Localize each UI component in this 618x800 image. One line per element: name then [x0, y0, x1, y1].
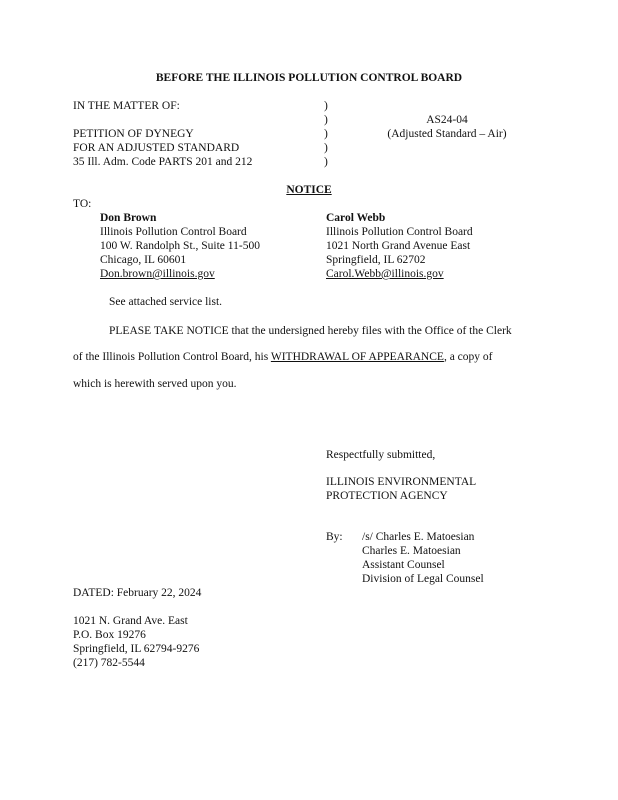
- agency-block: [326, 475, 476, 503]
- notice-heading: NOTICE: [286, 184, 332, 196]
- signer-division: Division of Legal Counsel: [362, 573, 484, 585]
- document-title: BEFORE THE ILLINOIS POLLUTION CONTROL BOARD: [155, 72, 463, 84]
- recipient-city: Chicago, IL 60601: [100, 254, 187, 266]
- to-label: TO:: [73, 198, 92, 210]
- case-info: [382, 113, 512, 141]
- case-number: AS24-04: [426, 114, 468, 126]
- caption-line: 35 Ill. Adm. Code PARTS 201 and 212: [73, 156, 253, 168]
- address-line: P.O. Box 19276: [73, 629, 146, 641]
- recipient-address: 100 W. Randolph St., Suite 11-500: [100, 240, 260, 252]
- caption-line: FOR AN ADJUSTED STANDARD: [73, 142, 240, 154]
- electronic-signature: /s/ Charles E. Matoesian: [362, 531, 475, 543]
- signer-name: Charles E. Matoesian: [362, 545, 461, 557]
- caption-line: IN THE MATTER OF:: [73, 100, 180, 112]
- caption-line: PETITION OF DYNEGY: [73, 128, 194, 140]
- recipient-org: Illinois Pollution Control Board: [100, 226, 247, 238]
- recipient-address: 1021 North Grand Avenue East: [326, 240, 471, 252]
- notice-body-line: which is herewith served upon you.: [73, 378, 237, 390]
- caption-paren: ): [324, 128, 328, 140]
- dated-line: DATED: February 22, 2024: [73, 587, 202, 599]
- agency-name: PROTECTION AGENCY: [326, 490, 448, 502]
- recipient-block: [326, 211, 473, 281]
- caption-paren: ): [324, 142, 328, 154]
- notice-body-line: [73, 350, 492, 364]
- recipient-name: Don Brown: [100, 212, 157, 224]
- recipient-name: Carol Webb: [326, 212, 386, 224]
- phone-line: (217) 782-5544: [73, 657, 145, 669]
- by-label: By:: [326, 531, 343, 543]
- signer-title: Assistant Counsel: [362, 559, 445, 571]
- withdrawal-of-appearance: WITHDRAWAL OF APPEARANCE: [270, 351, 444, 363]
- signature-block: [362, 530, 484, 586]
- caption-paren: ): [324, 156, 328, 168]
- case-type: (Adjusted Standard – Air): [387, 128, 507, 140]
- caption-parens: [324, 99, 328, 169]
- notice-body-line: PLEASE TAKE NOTICE that the undersigned hereby files with the Office of the Clerk: [109, 325, 512, 337]
- body-text: , a copy of: [443, 351, 493, 363]
- address-line: 1021 N. Grand Ave. East: [73, 615, 188, 627]
- closing: Respectfully submitted,: [326, 449, 436, 461]
- agency-name: ILLINOIS ENVIRONMENTAL: [326, 476, 477, 488]
- service-note: See attached service list.: [109, 296, 223, 308]
- recipient-email-link[interactable]: Don.brown@illinois.gov: [100, 268, 215, 280]
- caption-paren: ): [324, 100, 328, 112]
- footer-address: [73, 614, 199, 670]
- address-line: Springfield, IL 62794-9276: [73, 643, 200, 655]
- caption-line: [73, 113, 252, 127]
- recipient-block: [100, 211, 260, 281]
- recipient-city: Springfield, IL 62702: [326, 254, 426, 266]
- recipient-email-link[interactable]: Carol.Webb@illinois.gov: [326, 268, 444, 280]
- body-text: of the Illinois Pollution Control Board, his: [73, 351, 271, 363]
- recipient-org: Illinois Pollution Control Board: [326, 226, 473, 238]
- caption-paren: ): [324, 114, 328, 126]
- caption-left: [73, 99, 252, 169]
